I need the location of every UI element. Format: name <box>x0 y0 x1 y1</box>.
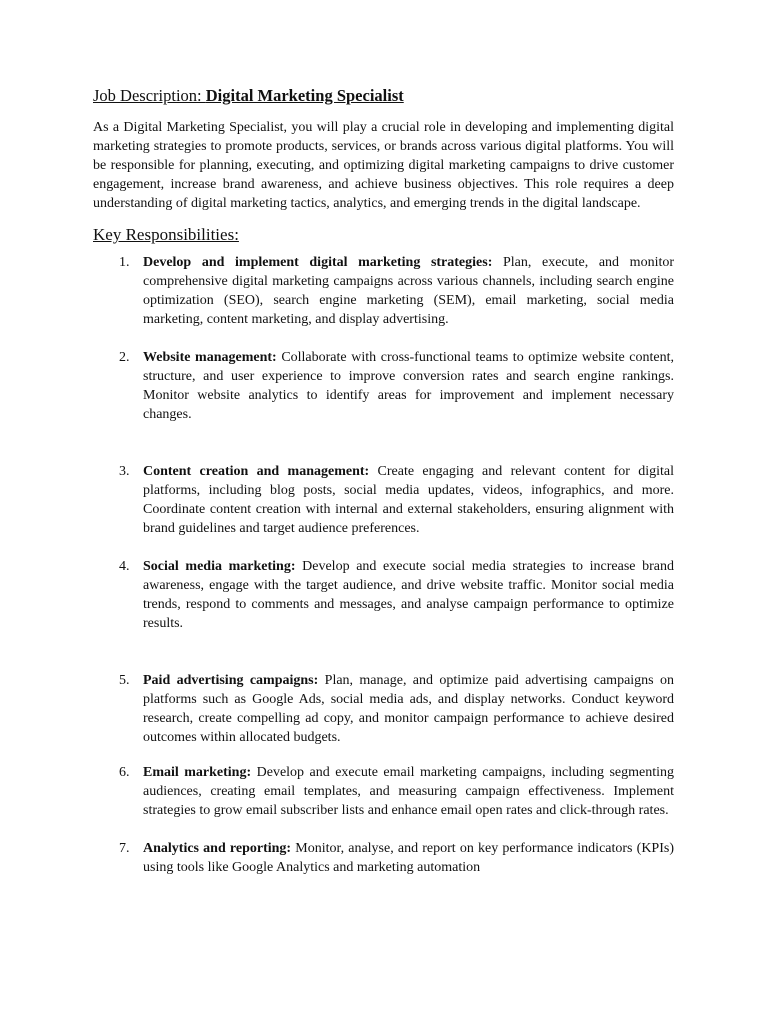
responsibility-item <box>93 671 674 747</box>
responsibility-term: Paid advertising campaigns: <box>143 673 319 688</box>
responsibility-number: 7. <box>119 841 130 856</box>
responsibility-text: Collaborate with cross-functional teams to optimize website content, structure, and user experience to improve conversion rates and search engine rankings. Monitor website analytics to identify areas for improvement and implement necessary changes. <box>143 350 674 422</box>
title-role: Digital Marketing Specialist <box>205 86 404 105</box>
title-prefix: Job Description: <box>93 86 206 105</box>
responsibility-text: Develop and execute social media strategies to increase brand awareness, engage with the target audience, and drive website traffic. Monitor social media trends, respond to comments and messages, and analyse campaign performance to optimize results. <box>143 559 674 631</box>
responsibility-term: Analytics and reporting: <box>143 841 292 856</box>
responsibilities-list <box>93 253 674 877</box>
responsibility-number: 2. <box>119 350 130 365</box>
responsibility-item <box>93 253 674 329</box>
responsibility-term: Social media marketing: <box>143 559 296 574</box>
responsibility-item <box>93 557 674 633</box>
responsibility-text: Monitor, analyse, and report on key performance indicators (KPIs) using tools like Google Analytics and marketing automation <box>143 841 674 875</box>
responsibility-term: Website management: <box>143 350 277 365</box>
responsibility-item <box>93 839 674 877</box>
responsibility-number: 1. <box>119 255 130 270</box>
responsibility-item <box>93 763 674 820</box>
responsibility-term: Email marketing: <box>143 765 252 780</box>
document-title <box>93 86 674 106</box>
responsibility-text: Plan, manage, and optimize paid advertising campaigns on platforms such as Google Ads, social media ads, and display networks. Conduct keyword research, create compelling ad copy, and monitor campaign performance to achieve desired outcomes within allocated budgets. <box>143 673 674 745</box>
responsibilities-heading: Key Responsibilities: <box>93 225 239 244</box>
responsibility-text: Develop and execute email marketing campaigns, including segmenting audiences, creating email templates, and measuring campaign effectiveness. Implement strategies to grow email subscriber lists and enhance email open rates and click-through rates. <box>143 765 674 818</box>
responsibility-text: Create engaging and relevant content for digital platforms, including blog posts, social media updates, videos, infographics, and more. Coordinate content creation with internal and external stakeholders, ensuring alignment with brand guidelines and target audience preferences. <box>143 464 674 536</box>
responsibility-term: Develop and implement digital marketing strategies: <box>143 255 493 270</box>
document-page <box>93 86 674 877</box>
responsibility-number: 5. <box>119 673 130 688</box>
responsibility-item <box>93 462 674 538</box>
responsibility-number: 4. <box>119 559 130 574</box>
responsibility-term: Content creation and management: <box>143 464 370 479</box>
responsibility-item <box>93 348 674 424</box>
responsibility-number: 3. <box>119 464 130 479</box>
responsibility-number: 6. <box>119 765 130 780</box>
responsibility-text: Plan, execute, and monitor comprehensive digital marketing campaigns across various channels, including search engine optimization (SEO), search engine marketing (SEM), email marketing, social media marketing, content marketing, and display advertising. <box>143 255 675 327</box>
intro-paragraph: As a Digital Marketing Specialist, you will play a crucial role in developing and implementing digital marketing strategies to promote products, services, or brands across various digital platforms. You will be responsible for planning, executing, and optimizing digital marketing campaigns to drive customer engagement, increase brand awareness, and achieve business objectives. This role requires a deep understanding of digital marketing tactics, analytics, and emerging trends in the digital landscape. <box>93 120 674 211</box>
